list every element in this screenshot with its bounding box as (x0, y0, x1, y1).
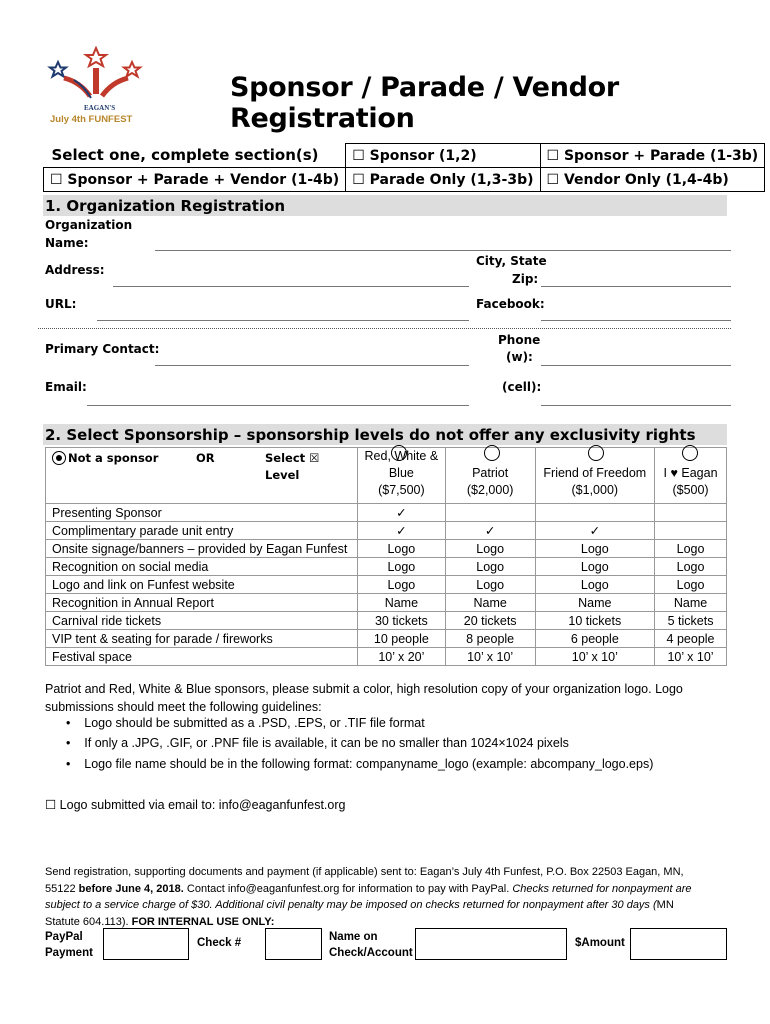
benefit-value: 10’ x 20’ (357, 648, 445, 666)
cell-field[interactable] (541, 405, 731, 406)
org-name-field[interactable] (155, 250, 731, 251)
funfest-logo (44, 46, 154, 128)
benefit-value: Logo (655, 576, 727, 594)
benefit-value (445, 504, 535, 522)
paypal-label: PayPal Payment (45, 931, 93, 959)
facebook-field[interactable] (541, 320, 731, 321)
primary-contact-label: Primary Contact: (45, 342, 160, 356)
level-name: Friend of Freedom (543, 466, 647, 480)
level-price: ($1,000) (571, 483, 619, 497)
benefit-value: 10’ x 10’ (535, 648, 655, 666)
benefit-value: 30 tickets (357, 612, 445, 630)
section2-header (43, 424, 727, 445)
email-field[interactable] (87, 405, 469, 406)
benefit-value: Name (535, 594, 655, 612)
benefit-value: Logo (445, 540, 535, 558)
option-vendor-only[interactable]: ☐ Vendor Only (1,4-4b) (540, 168, 765, 192)
benefit-value: Name (445, 594, 535, 612)
url-field[interactable] (97, 320, 469, 321)
option-parade-only[interactable]: ☐ Parade Only (1,3-3b) (346, 168, 540, 192)
benefit-value: 10 people (357, 630, 445, 648)
benefit-value: Logo (357, 576, 445, 594)
benefit-value (655, 504, 727, 522)
level-name: Patriot (472, 466, 509, 480)
select-level-label: Select ☒ Level (265, 451, 320, 482)
page-title: Sponsor / Parade / Vendor Registration (230, 72, 619, 134)
benefit-value: Logo (535, 576, 655, 594)
mailing-instructions: Send registration, supporting documents and payment (if applicable) sent to: Eagan’s July 4th Funfest, P.O. Box 22503 Eagan, MN, 55122 before June 4, 2018. Contact info@eaganfunfest.org for information to pay with PayPal. Checks returned for nonpayment are subject to a service charge of $30. Additional civil penalty may be imposed on checks returned for nonpayment after 30 days (MN Statute 604.113). FOR INTERNAL USE ONLY: (45, 866, 692, 928)
benefit-value: Logo (445, 576, 535, 594)
benefit-value: 10 tickets (535, 612, 655, 630)
benefit-label: Recognition in Annual Report (46, 594, 358, 612)
check-label: Check # (197, 937, 242, 949)
level-radio-i-heart-eagan[interactable] (682, 445, 698, 461)
benefit-value: 6 people (535, 630, 655, 648)
benefit-value: Logo (445, 558, 535, 576)
benefit-value: 20 tickets (445, 612, 535, 630)
sponsorship-row (46, 648, 727, 666)
not-sponsor-label: Not a sponsor (68, 451, 159, 465)
sponsorship-row (46, 612, 727, 630)
sponsorship-row (46, 522, 727, 540)
phone-w-field[interactable] (541, 365, 731, 366)
benefit-label: Carnival ride tickets (46, 612, 358, 630)
benefit-label: Presenting Sponsor (46, 504, 358, 522)
logo-guideline: • Logo should be submitted as a .PSD, .EPS, or .TIF file format (66, 716, 425, 730)
benefit-label: VIP tent & seating for parade / fireworks (46, 630, 358, 648)
benefit-value: 8 people (445, 630, 535, 648)
org-label-2: Name: (45, 236, 89, 250)
logo-guideline: • Logo file name should be in the following format: companyname_logo (example: abcompany_logo.eps) (66, 757, 654, 771)
level-price: Blue ($7,500) (378, 466, 425, 497)
benefit-value (655, 522, 727, 540)
logo-guideline: • If only a .JPG, .GIF, or .PNF file is available, it can be no smaller than 1024×1024 pixels (66, 736, 569, 750)
cell-label: (cell): (502, 380, 542, 394)
sponsorship-table (45, 447, 727, 666)
name-on-check-label: Name on Check/Account (329, 931, 413, 959)
level-price: ($500) (672, 483, 709, 497)
sponsorship-header-row (46, 448, 727, 504)
benefit-value: 10’ x 10’ (445, 648, 535, 666)
sponsorship-row (46, 504, 727, 522)
level-radio-patriot[interactable] (484, 445, 500, 461)
level-name: Red, White & (364, 449, 439, 463)
select-prompt: Select one, complete section(s) (51, 146, 319, 165)
benefit-value: 5 tickets (655, 612, 727, 630)
paypal-payment-box[interactable] (103, 928, 189, 960)
benefit-value: 10’ x 10’ (655, 648, 727, 666)
benefit-label: Complimentary parade unit entry (46, 522, 358, 540)
city-state-zip-field[interactable] (541, 286, 731, 287)
benefit-value: ✓ (535, 522, 655, 540)
benefit-value: Logo (357, 540, 445, 558)
level-name: I ♥ Eagan (663, 466, 718, 480)
facebook-label: Facebook: (476, 297, 545, 311)
benefit-value: Name (357, 594, 445, 612)
check-number-box[interactable] (265, 928, 322, 960)
section1-title: 1. Organization Registration (45, 197, 286, 215)
or-label: OR (196, 451, 215, 465)
benefit-value: ✓ (357, 504, 445, 522)
benefit-value: Logo (535, 540, 655, 558)
divider (38, 328, 731, 329)
benefit-label: Onsite signage/banners – provided by Eagan Funfest (46, 540, 358, 558)
benefit-value: Logo (535, 558, 655, 576)
sponsorship-row (46, 540, 727, 558)
benefit-value: 4 people (655, 630, 727, 648)
logo-submitted-checkbox[interactable]: ☐ Logo submitted via email to: info@eaganfunfest.org (45, 798, 346, 812)
logo-name-top: EAGAN'S (84, 104, 116, 112)
sponsorship-row (46, 630, 727, 648)
benefit-value: Logo (655, 540, 727, 558)
primary-contact-field[interactable] (155, 365, 469, 366)
url-label: URL: (45, 297, 77, 311)
benefit-value: Logo (357, 558, 445, 576)
benefit-value: Logo (655, 558, 727, 576)
amount-label: $Amount (575, 937, 625, 949)
zip-label: Zip: (512, 272, 539, 286)
benefit-label: Festival space (46, 648, 358, 666)
phone-w-label: (w): (506, 350, 533, 364)
logo-instructions-line2: submissions should meet the following guidelines: (45, 700, 322, 714)
registration-type-selector (43, 143, 765, 192)
benefit-label: Logo and link on Funfest website (46, 576, 358, 594)
name-on-check-box[interactable] (415, 928, 567, 960)
section2-title: 2. Select Sponsorship – sponsorship levels do not offer any exclusivity rights (45, 426, 696, 444)
sponsorship-row (46, 558, 727, 576)
phone-label: Phone (498, 333, 541, 347)
benefit-value: ✓ (357, 522, 445, 540)
benefit-value: ✓ (445, 522, 535, 540)
logo-instructions (45, 680, 735, 716)
option-sponsor-parade[interactable]: ☐ Sponsor + Parade (1-3b) (540, 144, 765, 168)
logo-instructions-line1: Patriot and Red, White & Blue sponsors, please submit a color, high resolution copy of your organization logo. Logo (45, 682, 683, 696)
amount-box[interactable] (630, 928, 727, 960)
sponsorship-row (46, 576, 727, 594)
address-label: Address: (45, 263, 105, 277)
section1-header (43, 195, 727, 216)
email-label: Email: (45, 380, 87, 394)
level-radio-friend-of-freedom[interactable] (588, 445, 604, 461)
level-radio-red-white-blue[interactable] (391, 445, 407, 461)
org-label-1: Organization (45, 218, 133, 232)
benefit-label: Recognition on social media (46, 558, 358, 576)
sponsorship-row (46, 594, 727, 612)
level-price: ($2,000) (466, 483, 514, 497)
address-field[interactable] (113, 286, 469, 287)
benefit-value (535, 504, 655, 522)
benefit-value: Name (655, 594, 727, 612)
level-select-cell (46, 448, 358, 504)
option-sponsor-parade-vendor[interactable]: ☐ Sponsor + Parade + Vendor (1-4b) (44, 168, 346, 192)
option-sponsor[interactable]: ☐ Sponsor (1,2) (346, 144, 540, 168)
city-state-label: City, State (476, 254, 547, 268)
logo-name-bottom: July 4th FUNFEST (50, 114, 133, 125)
not-sponsor-radio[interactable] (52, 451, 66, 465)
